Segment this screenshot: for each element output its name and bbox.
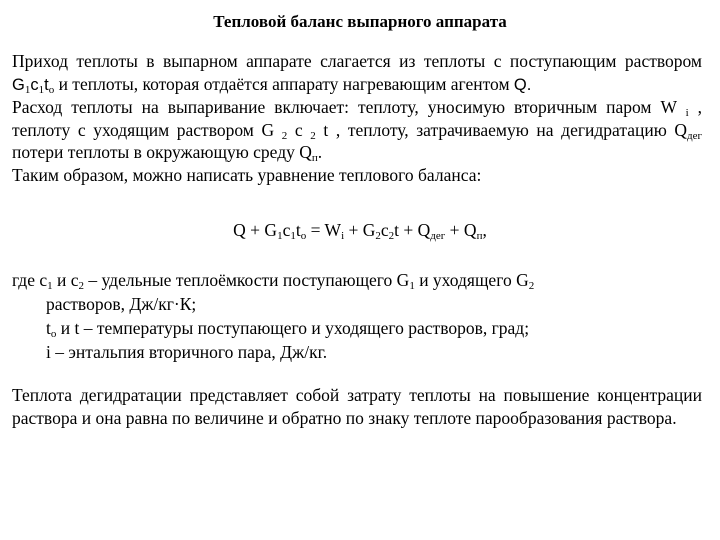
definition-line bbox=[12, 316, 712, 340]
text: , теплоту с уходящим раствором bbox=[12, 97, 703, 140]
text: Расход теплоты на выпаривание включает: теплоту, уносимую вторичным паром bbox=[12, 97, 661, 117]
eq-part: Q + G bbox=[233, 220, 278, 240]
subscript: 2 bbox=[388, 230, 395, 242]
paragraph-heat-balance bbox=[12, 50, 702, 186]
symbol-definitions bbox=[12, 268, 712, 364]
text: и уходящего G bbox=[414, 270, 529, 290]
definition-line: i – энтальпия вторичного пара, Дж/кг. bbox=[46, 342, 328, 362]
subscript: 1 bbox=[47, 280, 53, 292]
heat-balance-equation bbox=[0, 220, 720, 241]
eq-part: c bbox=[380, 220, 389, 240]
subscript: o bbox=[48, 83, 55, 96]
eq-part: t bbox=[295, 220, 301, 240]
eq-part: = W bbox=[306, 220, 342, 240]
subscript: 1 bbox=[409, 280, 415, 292]
text: потери теплоты в окружающую среду Q bbox=[12, 142, 312, 162]
eq-part: t + Q bbox=[394, 220, 431, 240]
subscript: 1 bbox=[290, 230, 296, 242]
text: t bbox=[46, 318, 51, 338]
subscript: 1 bbox=[38, 83, 45, 96]
subscript: 2 bbox=[375, 230, 381, 242]
symbol: Q. bbox=[513, 75, 532, 94]
paragraph-dehydration: Теплота дегидратации представляет собой затрату теплоты на повышение концентрации раствора и она равна по величине и обратно по знаку теплоте парообразования раствора. bbox=[12, 385, 702, 428]
subscript: o bbox=[300, 230, 307, 242]
subscript: п bbox=[476, 230, 483, 242]
subscript: 1 bbox=[24, 83, 31, 96]
definition-line bbox=[12, 268, 712, 292]
subscript: o bbox=[50, 328, 57, 340]
subscript: 2 bbox=[281, 129, 288, 142]
subscript: 2 bbox=[310, 129, 316, 142]
eq-part: + Q bbox=[445, 220, 477, 240]
symbol: W bbox=[660, 97, 677, 117]
symbol: G bbox=[261, 119, 275, 140]
symbol: t bbox=[323, 119, 329, 140]
symbol: G bbox=[12, 75, 25, 94]
subscript: 2 bbox=[78, 280, 85, 292]
text: Приход теплоты в выпарном аппарате слагается из теплоты с поступающим раствором bbox=[12, 51, 702, 71]
eq-part: , bbox=[482, 220, 487, 240]
eq-part: + G bbox=[344, 220, 376, 240]
subscript: i bbox=[341, 230, 345, 242]
text: . bbox=[317, 142, 323, 162]
subscript: i bbox=[685, 107, 689, 119]
symbol: t bbox=[44, 75, 49, 94]
page-title: Тепловой баланс выпарного аппарата bbox=[213, 12, 507, 31]
subscript: 2 bbox=[528, 280, 535, 292]
symbol: c bbox=[294, 119, 303, 140]
eq-part: c bbox=[282, 220, 291, 240]
subscript: дег bbox=[430, 230, 446, 242]
subscript: дег bbox=[687, 129, 703, 142]
text: и t – температуры поступающего и уходящего растворов, град; bbox=[56, 318, 530, 338]
text: Таким образом, можно написать уравнение теплового баланса: bbox=[12, 164, 482, 185]
text: где c bbox=[12, 270, 48, 290]
text: и c bbox=[52, 270, 79, 290]
text: – удельные теплоёмкости поступающего G bbox=[84, 270, 410, 290]
text: и теплоты, которая отдаётся аппарату нагревающим агентом bbox=[54, 73, 514, 94]
subscript: 1 bbox=[277, 230, 283, 242]
symbol: c bbox=[30, 75, 39, 94]
subscript: п bbox=[311, 152, 318, 164]
text: , теплоту, затрачиваемую на дегидратацию Q bbox=[328, 119, 688, 140]
definition-line: растворов, Дж/кг·К; bbox=[46, 294, 197, 314]
